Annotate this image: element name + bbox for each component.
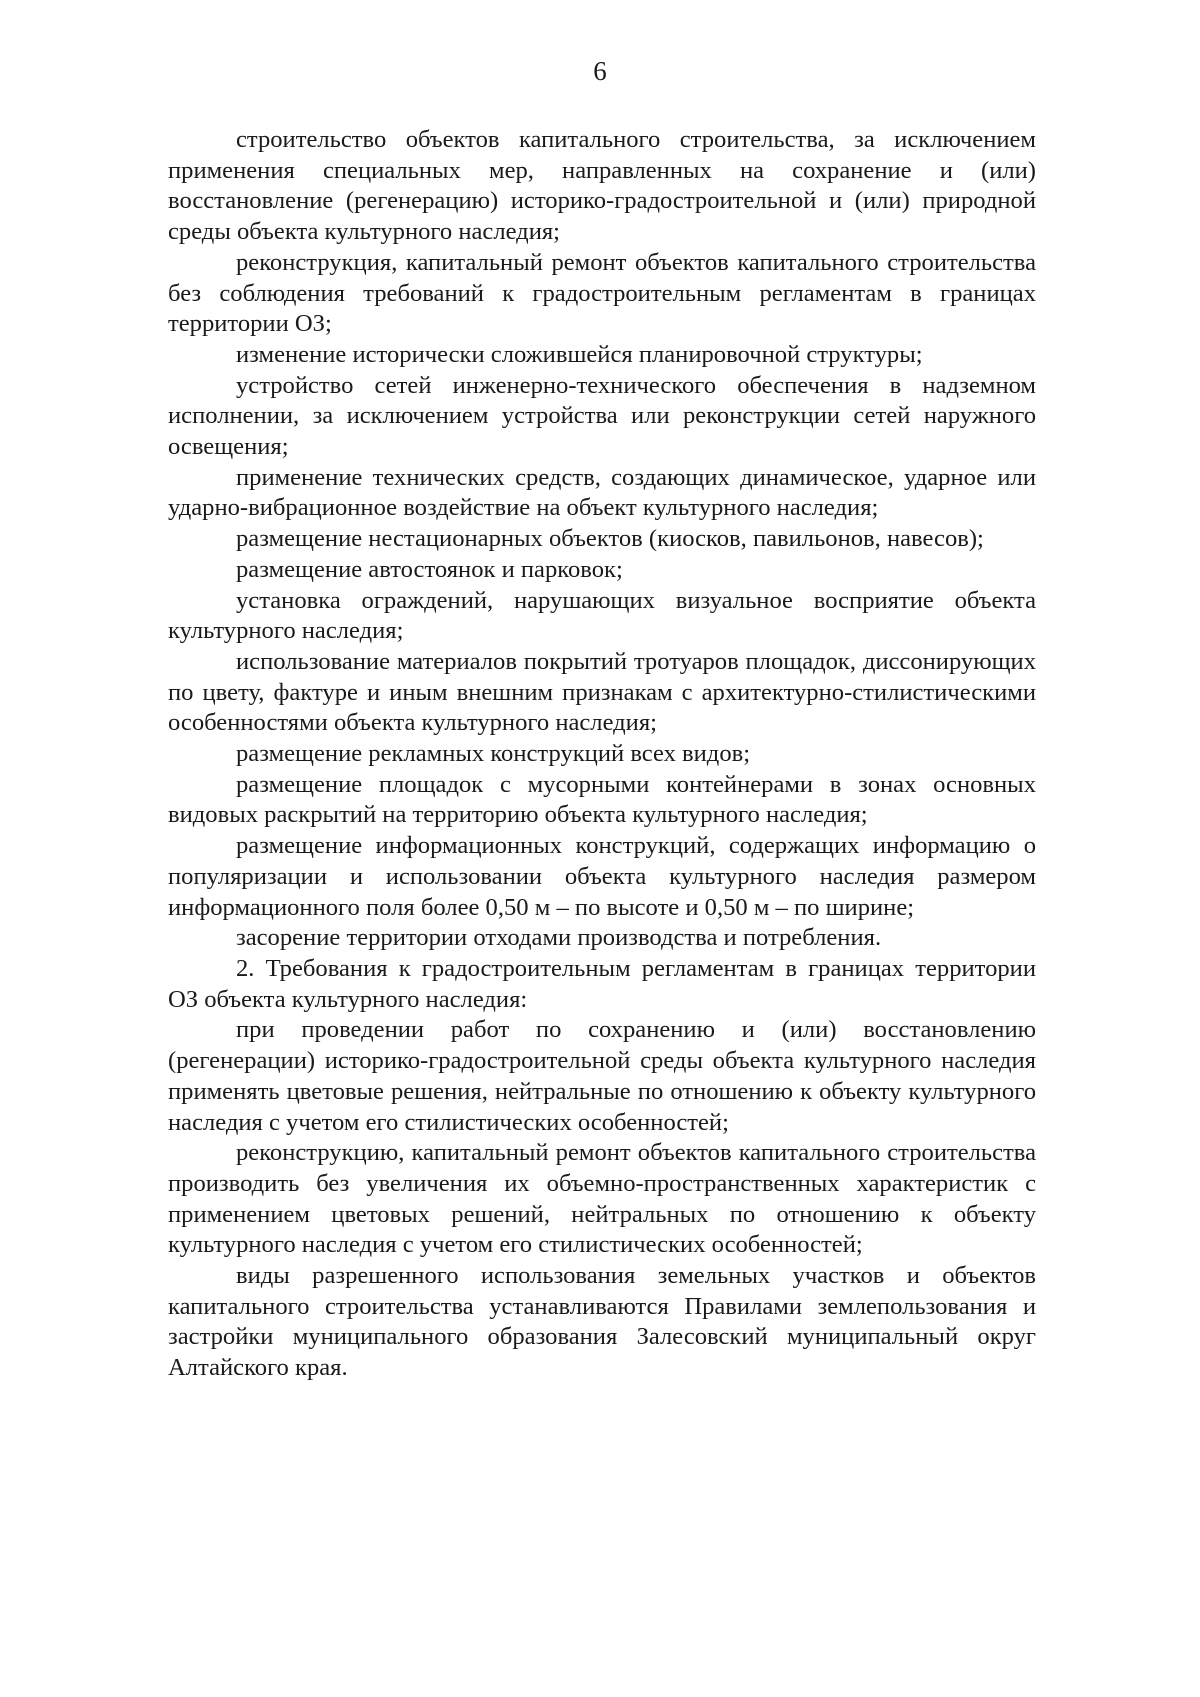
paragraph-1: строительство объектов капитального строительства, за исключением применения специальных мер, направленных на сохранение и (или) восстановление (регенерацию) историко-градостроительной и (или) природной среды объекта культурного наследия; bbox=[168, 126, 1036, 246]
section-2-heading: 2. Требования к градостроительным регламентам в границах территории ОЗ объекта культурного наследия: bbox=[168, 954, 1036, 1013]
paragraph-10: размещение рекламных конструкций всех видов; bbox=[236, 740, 751, 768]
paragraph-13: засорение территории отходами производства и потребления. bbox=[236, 924, 882, 952]
document-body bbox=[168, 125, 1036, 1384]
paragraph-12: размещение информационных конструкций, содержащих информацию о популяризации и использовании объекта культурного наследия размером информационного поля более 0,50 м – по высоте и 0,50 м – по ширине; bbox=[168, 832, 1036, 921]
paragraph-2: реконструкция, капитальный ремонт объектов капитального строительства без соблюдения требований к градостроительным регламентам в границах территории ОЗ; bbox=[168, 248, 1036, 338]
paragraph-17: виды разрешенного использования земельных участков и объектов капитального строительства устанавливаются Правилами землепользования и застройки муниципального образования Залесовский муниципальный округ Алтайского края. bbox=[168, 1262, 1036, 1382]
paragraph-15: при проведении работ по сохранению и (или) восстановлению (регенерации) историко-градостроительной среды объекта культурного наследия применять цветовые решения, нейтральные по отношению к объекту культурного наследия с учетом его стилистических особенностей; bbox=[168, 1016, 1036, 1136]
paragraph-11: размещение площадок с мусорными контейнерами в зонах основных видовых раскрытий на территорию объекта культурного наследия; bbox=[168, 770, 1036, 829]
paragraph-7: размещение автостоянок и парковок; bbox=[236, 555, 623, 583]
paragraph-9: использование материалов покрытий тротуаров площадок, диссонирующих по цвету, фактуре и иным внешним признакам с архитектурно-стилистическими особенностями объекта культурного наследия; bbox=[168, 647, 1036, 737]
paragraph-16: реконструкцию, капитальный ремонт объектов капитального строительства производить без увеличения их объемно-пространственных характеристик с применением цветовых решений, нейтральных по отношению к объекту культурного наследия с учетом его стилистических особенностей; bbox=[168, 1139, 1036, 1259]
paragraph-8: установка ограждений, нарушающих визуальное восприятие объекта культурного наследия; bbox=[168, 586, 1036, 645]
paragraph-4: устройство сетей инженерно-технического обеспечения в надземном исполнении, за исключением устройства или реконструкции сетей наружного освещения; bbox=[168, 371, 1036, 461]
paragraph-3: изменение исторически сложившейся планировочной структуры; bbox=[236, 340, 923, 368]
page-number: 6 bbox=[593, 56, 607, 86]
paragraph-6: размещение нестационарных объектов (киосков, павильонов, навесов); bbox=[236, 525, 984, 553]
paragraph-5: применение технических средств, создающих динамическое, ударное или ударно-вибрационное воздействие на объект культурного наследия; bbox=[168, 463, 1036, 522]
